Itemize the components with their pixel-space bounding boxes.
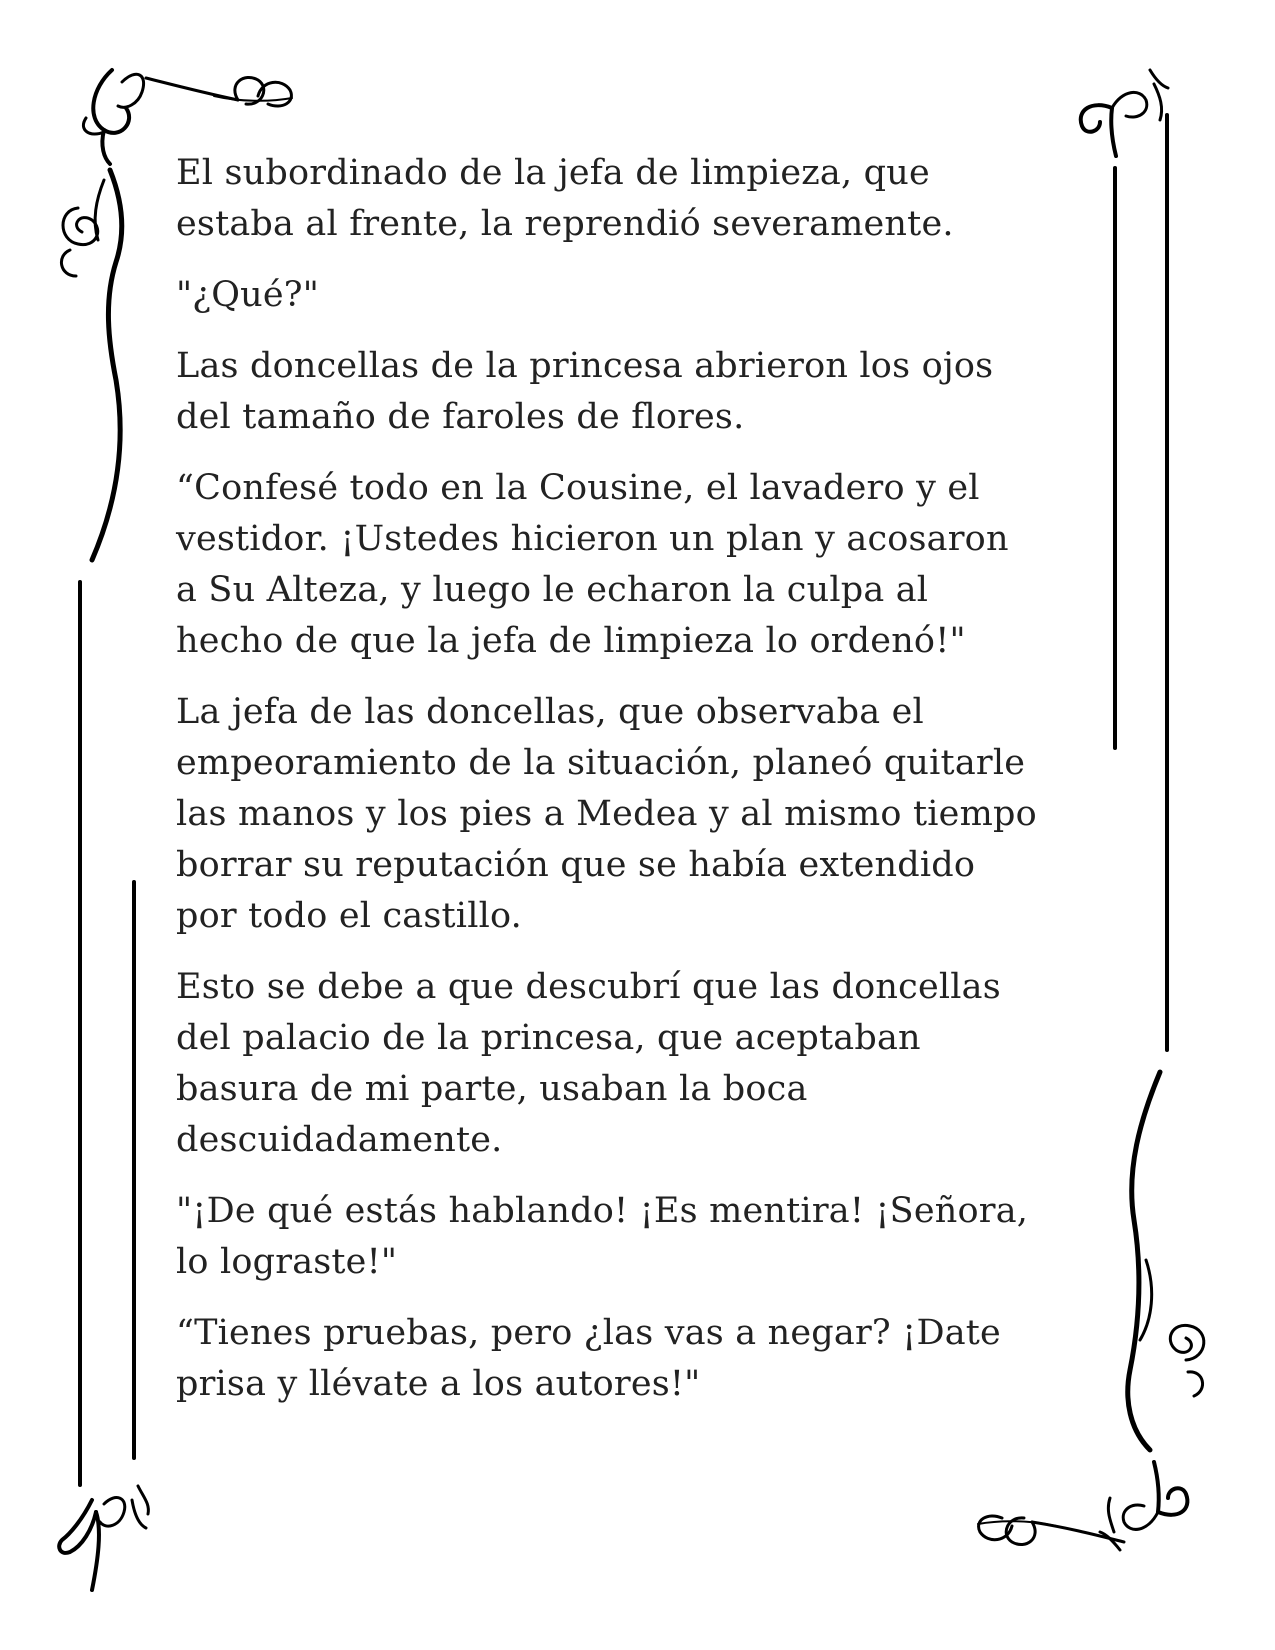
paragraph: Las doncellas de la princesa abrieron los ojos del tamaño de faroles de flores. (176, 346, 994, 437)
top-right-flourish (1081, 70, 1168, 156)
paragraph: "¡De qué estás hablando! ¡Es mentira! ¡Señora, lo lograste!" (176, 1191, 1029, 1282)
paragraph: Esto se debe a que descubrí que las doncellas del palacio de la princesa, que aceptaban basura de mi parte, usaban la boca descuidadamente. (176, 967, 1001, 1160)
bottom-left-flourish (59, 1486, 148, 1590)
paragraph: La jefa de las doncellas, que observaba el empeoramiento de la situación, planeó quitarle las manos y los pies a Medea y al mismo tiempo borrar su reputación que se había extendido por todo el castillo. (176, 692, 1037, 936)
paragraph: El subordinado de la jefa de limpieza, que estaba al frente, la reprendió severamente. (176, 153, 954, 244)
paragraph: “Tienes pruebas, pero ¿las vas a negar? ¡Date prisa y llévate a los autores!" (176, 1313, 1001, 1404)
bottom-right-flourish (978, 1462, 1187, 1550)
story-text (176, 148, 1116, 1430)
paragraph: “Confesé todo en la Cousine, el lavadero y el vestidor. ¡Ustedes hicieron un plan y acosaron a Su Alteza, y luego le echaron la culpa al hecho de que la jefa de limpieza lo ordenó!" (176, 468, 1009, 661)
right-lower-wave (1128, 1072, 1204, 1450)
left-vertical-bars (80, 582, 134, 1485)
right-vertical-bars (1115, 115, 1167, 1050)
paragraph: "¿Qué?" (176, 275, 320, 315)
left-upper-wave (61, 170, 121, 560)
